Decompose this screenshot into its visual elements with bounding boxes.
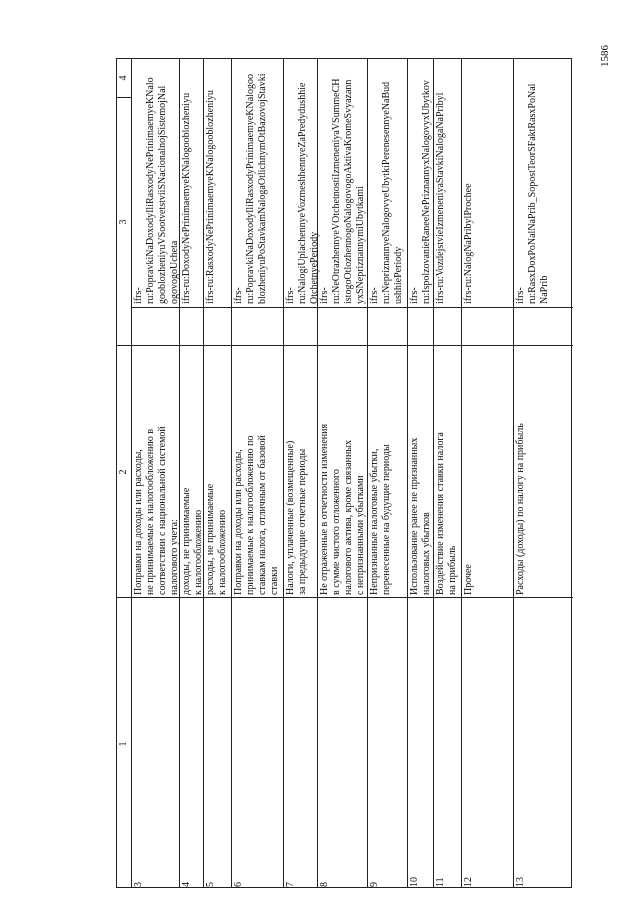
row-number: 6 xyxy=(233,882,244,887)
empty-cell xyxy=(368,307,407,345)
empty-cell xyxy=(132,307,179,345)
row-number: 9 xyxy=(369,882,380,887)
code-text: ifrs-ru:DoxodyNePrinimaemyeKNalogooblozheniyu xyxy=(181,92,192,304)
table-row xyxy=(283,59,320,887)
number-cell xyxy=(408,597,433,889)
description-cell xyxy=(514,345,573,597)
empty-cell xyxy=(284,307,317,345)
empty-cell xyxy=(462,307,513,345)
description-text: Налоги, уплаченные (возмещенные) за предыдущие отчетные периоды xyxy=(285,440,308,595)
code-cell xyxy=(408,59,433,307)
row-number: 10 xyxy=(409,877,420,887)
row-number: 4 xyxy=(181,882,192,887)
code-text: ifrs- ru:RasxDoxPoNalNaPrib_SopostTeorSFaktRasxPoNal NaPrib xyxy=(515,83,550,304)
description-text: доходы, не принимаемые к налогообложению xyxy=(181,487,204,595)
description-cell xyxy=(132,345,179,597)
description-text: расходы, не принимаемые к налогообложению xyxy=(205,483,228,595)
code-text: ifrs- ru:NepriznannyeNalogovyeUbytkiPerenesennyeNaBud ushhiePeriody xyxy=(369,81,404,304)
code-cell xyxy=(318,59,367,307)
code-cell xyxy=(204,59,231,307)
row-number: 12 xyxy=(463,877,474,887)
table-row xyxy=(203,59,231,887)
code-cell xyxy=(514,59,573,307)
description-text: Непризнанные налоговые убытки, перенесенные на будущие периоды xyxy=(369,444,392,595)
page-number-text: 1586 xyxy=(599,45,611,67)
description-text: Расходы (доходы) по налогу на прибыль xyxy=(515,423,526,595)
table-row xyxy=(407,59,433,887)
codes-table xyxy=(116,58,572,888)
header-cell-1 xyxy=(117,597,131,889)
number-cell xyxy=(462,597,513,889)
description-cell xyxy=(368,345,407,597)
number-cell xyxy=(368,597,407,889)
number-cell xyxy=(204,597,231,889)
description-cell xyxy=(284,345,317,597)
code-text: ifrs-ru:NalogNaPribylProchee xyxy=(463,183,474,304)
description-text: Не отраженные в отчетности изменения в сумме чистого отложенного налогового актива, кроме связанных с непризнанными убытками xyxy=(319,423,366,595)
number-cell xyxy=(232,597,283,889)
row-number: 5 xyxy=(205,882,216,887)
header-cell-3 xyxy=(117,97,131,345)
table-row xyxy=(179,59,203,887)
description-text: Поправки на доходы или расходы, принимаемые к налогообложению по ставкам налога, отличным от базовой ставки xyxy=(233,435,280,595)
code-text: ifrs-ru:RasxodyNePrinimaemyeKNalogooblozheniyu xyxy=(205,90,216,304)
row-number: 3 xyxy=(133,882,144,887)
description-cell xyxy=(180,345,203,597)
code-cell xyxy=(284,59,320,307)
description-cell xyxy=(232,345,283,597)
code-text: ifrs- ru:NeOtrazhennyeVOtchetnostiIzmeneniyaVSummeCH istogoOtlozhennogoNalogovogoAktivaKromeSvyazann yxSNepriznannymiUbytkami xyxy=(319,78,366,304)
description-cell xyxy=(462,345,513,597)
description-text: Использование ранее не признанных налоговых убытков xyxy=(409,437,432,595)
empty-cell xyxy=(180,307,203,345)
empty-cell xyxy=(204,307,231,345)
code-cell xyxy=(462,59,513,307)
table-header-row xyxy=(117,59,131,887)
code-text: ifrs- ru:IspolzovanieRaneeNePriznannyxNalogovyxUbytkov xyxy=(409,80,432,304)
code-cell xyxy=(434,59,461,307)
empty-cell xyxy=(514,307,573,345)
code-cell xyxy=(368,59,407,307)
description-cell xyxy=(408,345,433,597)
number-cell xyxy=(180,597,203,889)
table-row xyxy=(231,59,283,887)
code-cell xyxy=(232,59,283,307)
header-cell-4 xyxy=(117,59,131,97)
code-cell xyxy=(132,59,179,307)
header-label-3: 3 xyxy=(118,219,129,225)
table-row xyxy=(367,59,407,887)
row-number: 13 xyxy=(515,877,526,887)
description-cell xyxy=(318,345,367,597)
table-row xyxy=(317,59,367,887)
header-label-1: 1 xyxy=(118,741,129,747)
empty-cell xyxy=(408,307,433,345)
code-text: ifrs- ru:PopravkiNaDoxodyIliRasxodyPrinimaemyeKNalogoo blozheniyuPoStavkamNalogaOtlichnymOtBazovojStavki xyxy=(233,73,268,304)
table-row xyxy=(131,59,179,887)
table-row xyxy=(513,59,573,887)
row-number: 7 xyxy=(285,882,296,887)
empty-cell xyxy=(434,307,461,345)
description-text: Поправки на доходы или расходы, не принимаемые к налогообложению в соответствии с национальной системой налогового учета: xyxy=(133,426,180,595)
description-text: Воздействие изменения ставки налога на прибыль xyxy=(435,432,458,595)
code-text: ifrs- ru:NalogiUplachennyeVozmeshhennyeZaPredydushhie OtchetnyePeriody xyxy=(285,82,320,304)
description-cell xyxy=(434,345,461,597)
code-text: ifrs-ru:VozdejstvieIzmeneniyaStavkiNalogaNaPribyl xyxy=(435,92,446,304)
empty-cell xyxy=(318,307,367,345)
header-label-2: 2 xyxy=(118,469,129,475)
header-label-4: 4 xyxy=(118,75,129,81)
page-number xyxy=(590,36,620,76)
row-number: 11 xyxy=(435,877,446,887)
row-number: 8 xyxy=(319,882,330,887)
header-cell-2 xyxy=(117,345,131,597)
empty-cell xyxy=(232,307,283,345)
number-cell xyxy=(318,597,367,889)
number-cell xyxy=(132,597,179,889)
number-cell xyxy=(514,597,573,889)
description-text: Прочее xyxy=(463,564,474,595)
code-text: ifrs- ru:PopravkiNaDoxodyIliRasxodyNePrinimaemyeKNalo gooblozheniyuVSootvetstviiSNacionalnojSistemojNal ogovogoUcheta xyxy=(133,77,180,304)
number-cell xyxy=(284,597,317,889)
description-cell xyxy=(204,345,231,597)
table-row xyxy=(461,59,513,887)
table-row xyxy=(433,59,461,887)
code-cell xyxy=(180,59,203,307)
number-cell xyxy=(434,597,461,889)
